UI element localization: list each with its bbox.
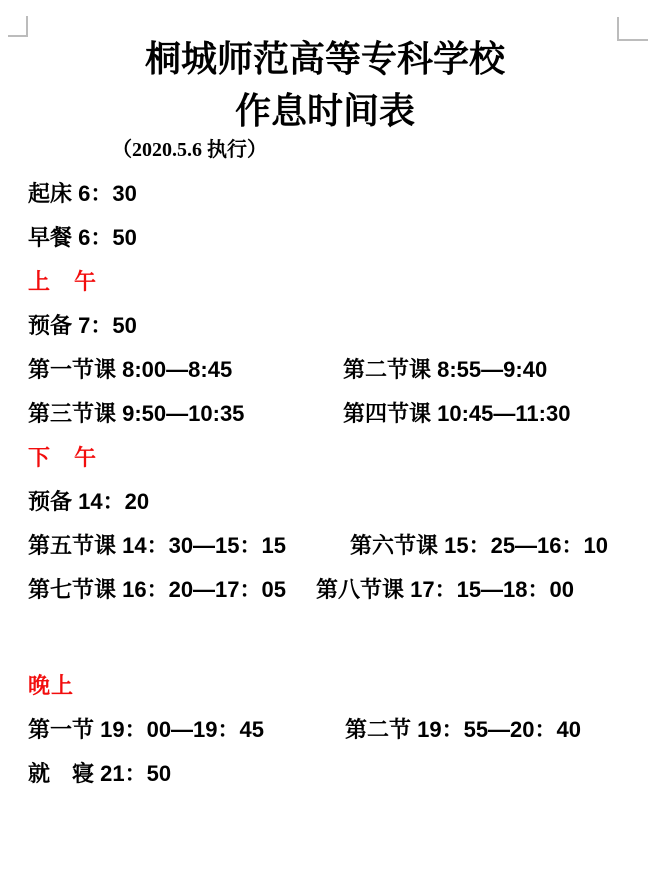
class-period-4: 第四节课 10:45—11:30: [343, 401, 571, 426]
row-breakfast: 早餐 6：50: [28, 225, 137, 250]
evening-period-1: 第一节 19：00—19：45: [28, 717, 264, 742]
row-afternoon-prep: 预备 14：20: [28, 489, 150, 514]
row-evening-classes-1-2: [28, 708, 650, 752]
row-bedtime: 就 寝 21：50: [28, 761, 172, 786]
row-wake-up: 起床 6：30: [28, 181, 137, 206]
blank-spacer-row: [28, 612, 650, 656]
row-classes-7-8: [28, 568, 650, 612]
row-morning-prep: 预备 7：50: [28, 313, 137, 338]
school-name-title: 桐城师范高等专科学校: [144, 38, 505, 79]
text-boundary-corner-mark-top-right: [617, 17, 648, 41]
class-period-1: 第一节课 8:00—8:45: [28, 357, 233, 382]
timetable-title: 作息时间表: [234, 90, 415, 131]
class-period-6: 第六节课 15：25—16：10: [350, 533, 608, 558]
row-classes-1-2: [28, 348, 650, 392]
class-period-8: 第八节课 17：15—18：00: [316, 577, 574, 602]
row-classes-5-6: [28, 524, 650, 568]
schedule-list: [0, 172, 650, 796]
section-header-evening: 晚上: [28, 673, 75, 698]
text-boundary-corner-mark-top-left: [8, 16, 28, 37]
section-header-morning: 上 午: [28, 269, 98, 294]
section-header-afternoon: 下 午: [28, 445, 98, 470]
row-classes-3-4: [28, 392, 650, 436]
class-period-2: 第二节课 8:55—9:40: [343, 357, 548, 382]
effective-date-subtitle: （2020.5.6 执行）: [112, 139, 267, 161]
evening-period-2: 第二节 19：55—20：40: [345, 717, 581, 742]
class-period-3: 第三节课 9:50—10:35: [28, 401, 245, 426]
class-period-5: 第五节课 14：30—15：15: [28, 533, 286, 558]
class-period-7: 第七节课 16：20—17：05: [28, 577, 286, 602]
document-title: [0, 33, 650, 137]
